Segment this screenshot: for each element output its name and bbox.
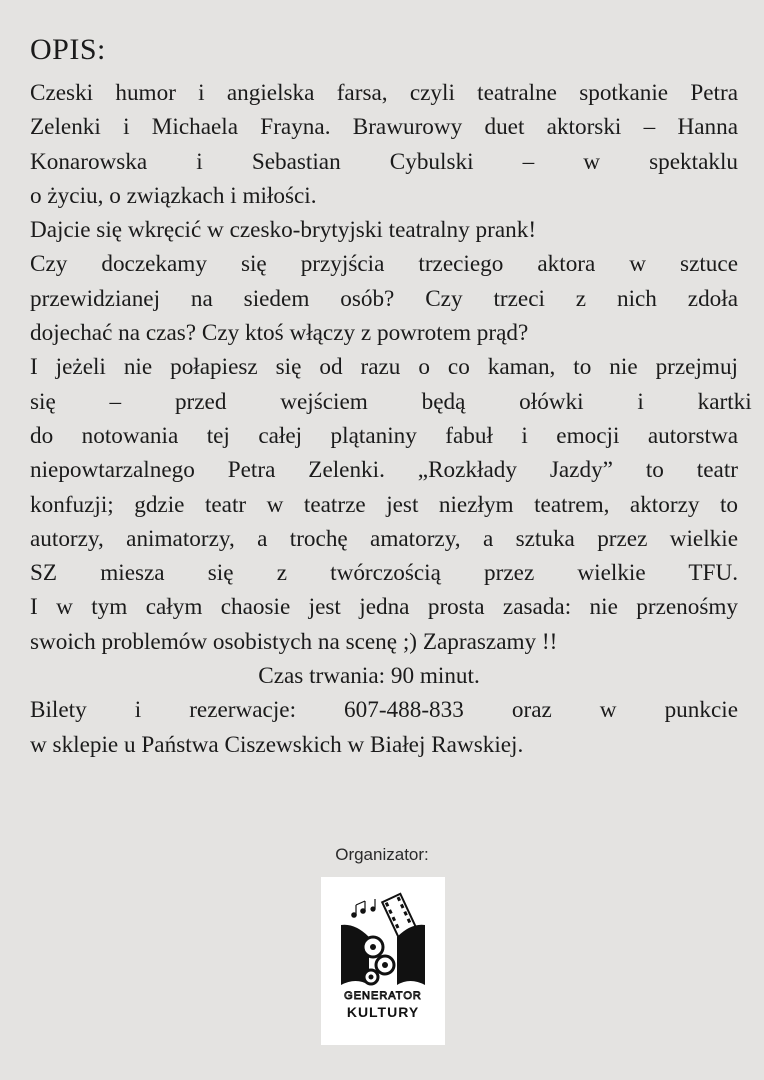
description-text bbox=[30, 76, 752, 762]
logo-line-1: GENERATOR bbox=[344, 990, 422, 1002]
duration-text: Czas trwania: 90 minut. bbox=[258, 663, 480, 690]
page-title: OPIS: bbox=[30, 33, 106, 66]
text-line: przewidzianej na siedem osób? Czy trzeci z nich zdoła bbox=[30, 285, 738, 312]
text-line: I w tym całym chaosie jest jedna prosta zasada: nie przenośmy bbox=[30, 594, 738, 621]
text-line: SZ miesza się z twórczością przez wielkie TFU. bbox=[30, 560, 738, 587]
text-line: Konarowska i Sebastian Cybulski – w spektaklu bbox=[30, 148, 738, 175]
text-line: Czeski humor i angielska farsa, czyli teatralne spotkanie Petra bbox=[30, 80, 738, 106]
text-line: konfuzji; gdzie teatr w teatrze jest niezłym teatrem, aktorzy to bbox=[30, 491, 738, 518]
tickets-text-2: w sklepie u Państwa Ciszewskich w Białej Rawskiej. bbox=[30, 731, 524, 758]
text-line: się – przed wejściem będą ołówki i kartki bbox=[30, 388, 752, 415]
text-line: I jeżeli nie połapiesz się od razu o co kaman, to nie przejmuj bbox=[30, 354, 738, 381]
text-line: do notowania tej całej plątaniny fabuł i emocji autorstwa bbox=[30, 422, 738, 449]
text-line: autorzy, animatorzy, a trochę amatorzy, a sztuka przez wielkie bbox=[30, 525, 738, 552]
generator-kultury-logo-icon bbox=[321, 877, 445, 1045]
text-line: swoich problemów osobistych na scenę ;) Zapraszamy !! bbox=[30, 628, 558, 655]
text-line: Dajcie się wkręcić w czesko-brytyjski teatralny prank! bbox=[30, 217, 537, 244]
logo-line-2: KULTURY bbox=[346, 1004, 420, 1020]
text-line: niepowtarzalnego Petra Zelenki. „Rozkłady Jazdy” to teatr bbox=[30, 457, 738, 484]
description-section bbox=[30, 30, 752, 762]
text-line: dojechać na czas? Czy ktoś włączy z powrotem prąd? bbox=[30, 320, 529, 347]
tickets-text: Bilety i rezerwacje: 607-488-833 oraz w punkcie bbox=[30, 697, 738, 724]
text-line: o życiu, o związkach i miłości. bbox=[30, 182, 317, 209]
organizer-logo bbox=[321, 877, 445, 1045]
text-line: Zelenki i Michaela Frayna. Brawurowy duet aktorski – Hanna bbox=[30, 114, 738, 141]
organizer-label: Organizator: bbox=[335, 845, 429, 864]
text-line: Czy doczekamy się przyjścia trzeciego aktora w sztuce bbox=[30, 251, 738, 278]
